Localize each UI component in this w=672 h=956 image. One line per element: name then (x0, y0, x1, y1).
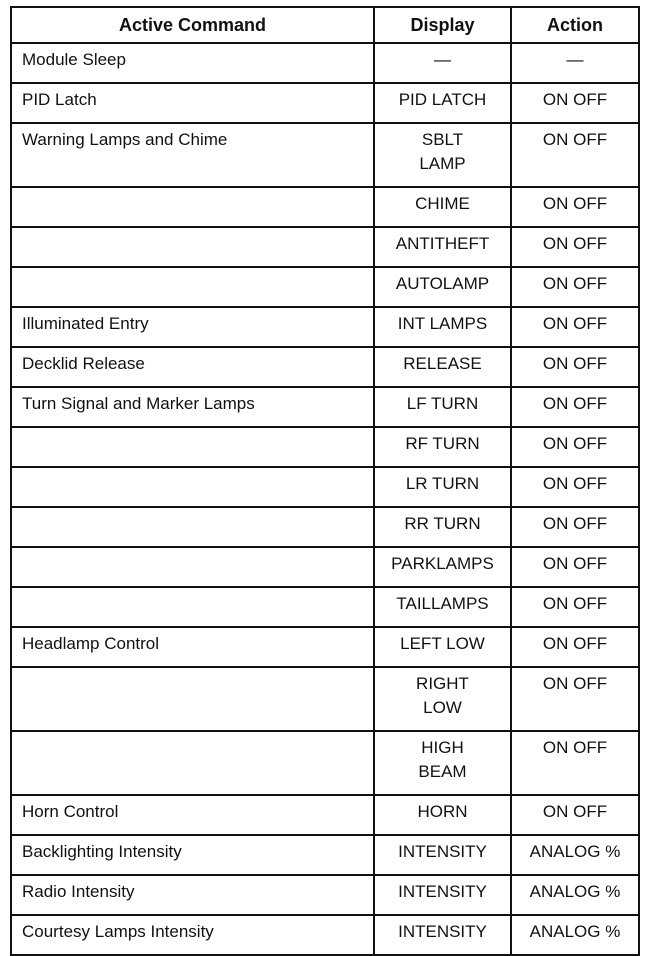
action-cell: ON OFF (511, 347, 639, 387)
display-cell: LEFT LOW (374, 627, 511, 667)
display-cell: HORN (374, 795, 511, 835)
action-cell: ON OFF (511, 731, 639, 795)
command-cell (11, 731, 374, 795)
action-cell: ANALOG % (511, 915, 639, 955)
display-cell: LR TURN (374, 467, 511, 507)
display-cell (374, 123, 511, 187)
table-row (11, 875, 639, 915)
table-header-row (11, 7, 639, 43)
header-action: Action (511, 7, 639, 43)
command-cell: Turn Signal and Marker Lamps (11, 387, 374, 427)
display-cell: INTENSITY (374, 835, 511, 875)
command-cell: Courtesy Lamps Intensity (11, 915, 374, 955)
command-cell: Horn Control (11, 795, 374, 835)
display-cell: INT LAMPS (374, 307, 511, 347)
action-cell: ON OFF (511, 467, 639, 507)
table-row (11, 267, 639, 307)
display-line-2: LAMP (419, 154, 466, 173)
command-cell: Module Sleep (11, 43, 374, 83)
header-active-command: Active Command (11, 7, 374, 43)
table-row (11, 43, 639, 83)
action-cell: ON OFF (511, 627, 639, 667)
command-cell: Backlighting Intensity (11, 835, 374, 875)
command-cell (11, 187, 374, 227)
table-row (11, 347, 639, 387)
table-row (11, 467, 639, 507)
display-line-2: LOW (423, 698, 462, 717)
display-cell: INTENSITY (374, 875, 511, 915)
display-line-1: SBLT (421, 130, 464, 149)
command-cell (11, 547, 374, 587)
command-cell (11, 427, 374, 467)
display-cell: ANTITHEFT (374, 227, 511, 267)
display-cell: INTENSITY (374, 915, 511, 955)
active-command-table (10, 6, 640, 956)
display-cell (374, 731, 511, 795)
display-cell: — (374, 43, 511, 83)
action-cell: ON OFF (511, 123, 639, 187)
display-line-1: HIGH (421, 738, 464, 757)
command-cell: Decklid Release (11, 347, 374, 387)
table-row (11, 915, 639, 955)
table-row (11, 587, 639, 627)
table-row (11, 387, 639, 427)
action-cell: ANALOG % (511, 835, 639, 875)
table-row (11, 795, 639, 835)
table-row (11, 547, 639, 587)
table-row (11, 627, 639, 667)
command-cell (11, 227, 374, 267)
display-cell: AUTOLAMP (374, 267, 511, 307)
table-row (11, 835, 639, 875)
command-cell (11, 267, 374, 307)
display-cell: PARKLAMPS (374, 547, 511, 587)
command-cell: Radio Intensity (11, 875, 374, 915)
command-cell (11, 587, 374, 627)
display-cell: RR TURN (374, 507, 511, 547)
command-cell (11, 507, 374, 547)
table-row (11, 123, 639, 187)
action-cell: ON OFF (511, 795, 639, 835)
table-row (11, 307, 639, 347)
command-cell: Headlamp Control (11, 627, 374, 667)
action-cell: ANALOG % (511, 875, 639, 915)
display-line-2: BEAM (418, 762, 467, 781)
command-cell (11, 467, 374, 507)
header-display: Display (374, 7, 511, 43)
display-cell: CHIME (374, 187, 511, 227)
display-cell: RF TURN (374, 427, 511, 467)
command-cell: Illuminated Entry (11, 307, 374, 347)
action-cell: ON OFF (511, 307, 639, 347)
table-row (11, 731, 639, 795)
action-cell: ON OFF (511, 267, 639, 307)
display-line-1: RIGHT (416, 674, 469, 693)
display-cell: RELEASE (374, 347, 511, 387)
action-cell: ON OFF (511, 427, 639, 467)
action-cell: ON OFF (511, 507, 639, 547)
action-cell: ON OFF (511, 547, 639, 587)
document-page (10, 6, 640, 956)
table-row (11, 507, 639, 547)
display-cell: PID LATCH (374, 83, 511, 123)
action-cell: ON OFF (511, 187, 639, 227)
action-cell: ON OFF (511, 227, 639, 267)
display-cell: LF TURN (374, 387, 511, 427)
table-row (11, 427, 639, 467)
command-cell: PID Latch (11, 83, 374, 123)
action-cell: ON OFF (511, 587, 639, 627)
action-cell: ON OFF (511, 387, 639, 427)
table-row (11, 227, 639, 267)
action-cell: — (511, 43, 639, 83)
display-cell: TAILLAMPS (374, 587, 511, 627)
action-cell: ON OFF (511, 83, 639, 123)
display-cell (374, 667, 511, 731)
action-cell: ON OFF (511, 667, 639, 731)
command-cell: Warning Lamps and Chime (11, 123, 374, 187)
table-row (11, 187, 639, 227)
table-row (11, 667, 639, 731)
command-cell (11, 667, 374, 731)
table-row (11, 83, 639, 123)
